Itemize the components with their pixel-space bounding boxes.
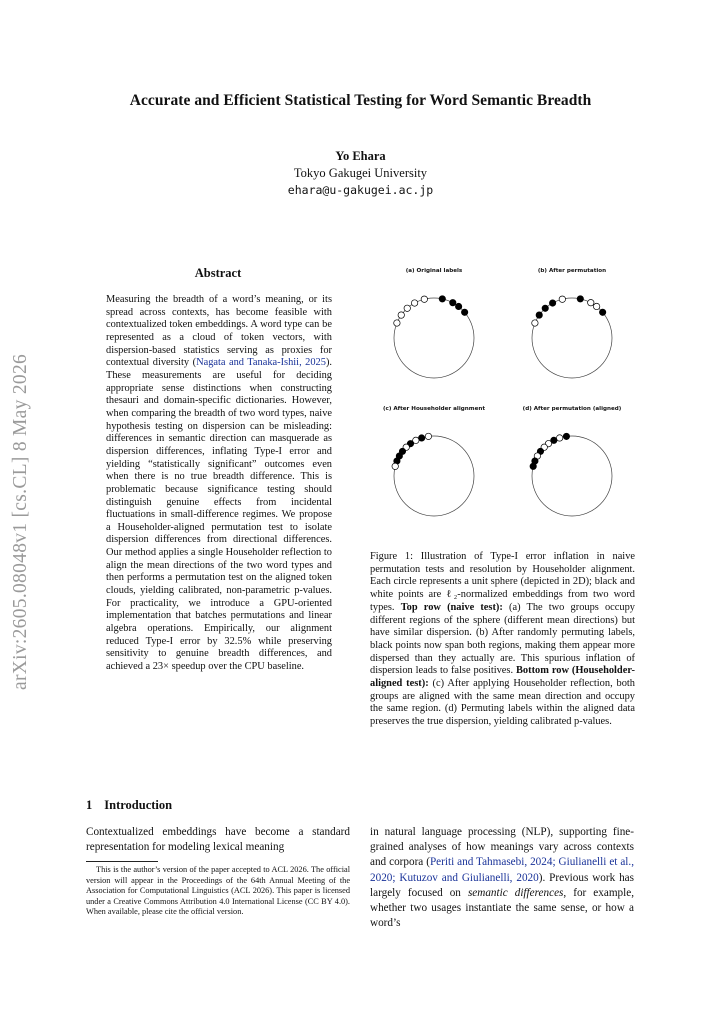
arxiv-stamp: arXiv:2605.08048v1 [cs.CL] 8 May 2026 [10,353,31,690]
white-point [411,300,417,306]
black-point [455,303,461,309]
intro-citation-links[interactable]: Periti and Tahmasebi, 2024; Giulianelli et al., 2020; Kutuzov and Giulianelli, 2020 [370,856,635,884]
author-name: Yo Ehara [335,149,386,163]
white-point [593,303,599,309]
caption-top-row-label: Top row (naive test): [400,601,503,613]
white-point [559,296,565,302]
section-number: 1 [86,798,93,812]
white-point [404,305,410,311]
author-affiliation: Tokyo Gakugei University [293,166,428,180]
abstract-body [106,294,332,674]
panel-c-label: (c) After Householder alignment [382,406,486,412]
white-point [425,433,431,439]
caption-bottom-row-text: (c) After applying Householder reflection, both groups are aligned with the same mean direction and occupy the same region. (d) Permuting labels within the aligned data preserves the true dispersion, yielding calibrated p-values. [370,678,635,728]
intro-emphasis: semantic differences [467,886,564,899]
white-point [588,299,594,305]
white-point [398,312,404,318]
white-point [421,296,427,302]
black-point [549,300,555,306]
caption-top-row-text: (a) The two groups occupy different regions of the sphere (different mean directions) but have similar dispersion. (b) After randomly permuting labels, black points now span both regions, making them appear more dispersed than they actually are. This spurious inflation of dispersion leads to false positives. [370,601,635,677]
abstract-citation-link[interactable]: Nagata and Tanaka-Ishii, 2025 [196,357,326,369]
panel-a-label: (a) Original labels [405,268,463,274]
black-point [418,435,424,441]
black-point [563,433,569,439]
black-point [536,312,542,318]
caption-lead: Figure 1: Illustration of Type-I error inflation in naive permutation tests and resolution by Householder alignment. Each circle represents a unit sphere (depicted in 2D); black and white points are ℓ₂-normalized embeddings from two word types. [370,551,635,613]
footnote [86,865,350,918]
black-point [577,296,583,302]
paper-title: Accurate and Efficient Statistical Testing for Word Semantic Breadth [129,92,592,109]
panel-b-plot [522,288,622,388]
intro-left-column: Contextualized embeddings have become a standard representation for modeling lexical meaning [86,826,350,854]
black-point [542,305,548,311]
footnote-rule [86,861,158,862]
figure-caption [370,551,635,729]
caption-bottom-row-label: Bottom row (Householder-aligned test): [370,665,636,690]
panel-a-plot [384,288,484,388]
section-heading-introduction [86,798,184,813]
abstract-text-continued: ). These measurements are useful for deciding appropriate sense distinctions when constructing thesauri and domain-specific dictionaries. However, when comparing the breadth of two word types, naive hypothesis testing on dispersion can be misleading: differences in semantic direction can masquerade as dispersion differences, inflating Type-I error and yielding “statistically significant” outcomes even when there is no true breadth difference. This is problematic because significance testing should distinguish genuine effects from incidental fluctuations in small-difference regimes. We propose a Householder-aligned permutation test to isolate dispersion differences from directional differences. Our method applies a single Householder reflection to align the mean directions of the two word types and then performs a permutation test on the aligned token clouds, yielding calibrated, non-parametric p-values. For practicality, we introduce a GPU-oriented implementation that batches permutations and linear algebra operations. Empirically, our alignment reduced Type-I error by 32.5% while preserving sensitivity to genuine breadth differences, and achieved a 23× speedup over the CPU baseline. [106,357,332,673]
intro-right-text-3: , for example, whether two usages instantiate the same sense, or how a word’s [370,886,634,930]
white-point [556,435,562,441]
intro-right-text-2: ). Previous work has largely focused on [370,871,634,899]
black-point [530,463,536,469]
panel-c-plot [384,426,484,526]
black-point [461,309,467,315]
white-point [394,320,400,326]
panel-d-plot [522,426,622,526]
section-title: Introduction [104,798,173,812]
abstract-heading: Abstract [194,266,242,280]
white-point [392,463,398,469]
panel-b-label: (b) After permutation [537,268,607,274]
intro-right-text: in natural language processing (NLP), supporting fine-grained analyses of how meanings vary across contexts and corpora ( [370,826,634,869]
abstract-text: Measuring the breadth of a word’s meaning, or its spread across contexts, has become feasible with contextualized token embeddings. A word type can be represented as a cloud of token vectors, with dispersion-based statistics serving as proxies for contextual diversity ( [106,294,332,369]
intro-right-column [370,825,634,931]
black-point [599,309,605,315]
author-email[interactable]: ehara@u-gakugei.ac.jp [287,183,434,197]
panel-d-label: (d) After permutation (aligned) [522,406,622,412]
footnote-text: This is the author’s version of the paper accepted to ACL 2026. The official version will appear in the Proceedings of the 64th Annual Meeting of the Association for Computational Linguistics (ACL 2026). This paper is licensed under a Creative Commons Attribution 4.0 International License (CC BY 4.0). When available, please cite the official version. [86,865,350,916]
black-point [450,299,456,305]
white-point [532,320,538,326]
black-point [439,296,445,302]
